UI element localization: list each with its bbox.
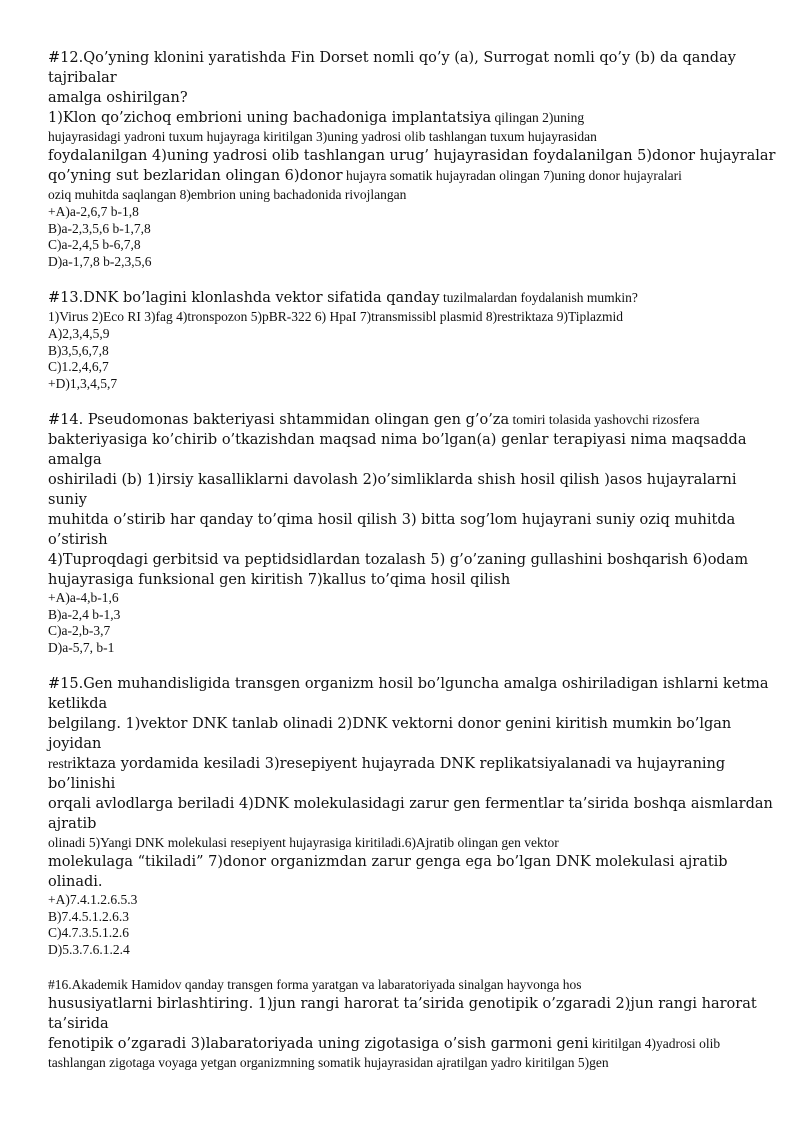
question-text-line: oziq muhitda saqlangan 8)embrion uning bachadonida rivojlangan	[48, 187, 407, 202]
question-text-line: hujayrasidagi yadroni tuxum hujayraga kiritilgan 3)uning yadrosi olib tashlangan tuxum hujayrasidan	[48, 129, 597, 144]
question-text-line: hususiyatlarni birlashtiring. 1)jun rangi harorat ta’sirida genotipik o’zgaradi 2)jun rangi harorat	[48, 996, 757, 1012]
question-text-line	[48, 1034, 760, 1054]
question-text-line: ajratib	[48, 816, 97, 832]
answer-option: D)a-5,7, b-1	[48, 639, 115, 655]
answer-option: D)5.3.7.6.1.2.4	[48, 941, 130, 957]
answer-option: B)a-2,3,5,6 b-1,7,8	[48, 220, 151, 236]
question-text-line: bo’linishi	[48, 776, 116, 792]
question-text-line: orqali avlodlarga beriladi 4)DNK molekulasidagi zarur gen fermentlar ta’sirida boshqa aismlardan	[48, 796, 773, 812]
text-run: iktaza yordamida kesiladi 3)resepiyent hujayrada DNK replikatsiyalanadi va hujayraning	[72, 756, 726, 772]
question-text-line: 1)Virus 2)Eco RI 3)fag 4)tronspozon 5)pBR-322 6) HpaI 7)transmissibl plasmid 8)restriktaza 9)Tiplazmid	[48, 309, 623, 324]
answer-option: C)a-2,b-3,7	[48, 623, 111, 638]
question-15	[48, 674, 773, 958]
answer-option: D)a-1,7,8 b-2,3,5,6	[48, 253, 152, 269]
question-text-line	[48, 166, 760, 186]
question-text-line: belgilang. 1)vektor DNK tanlab olinadi 2)DNK vektorni donor genini kiritish mumkin bo’lgan	[48, 716, 732, 732]
question-text-line: foydalanilgan 4)uning yadrosi olib tashlangan urug’ hujayrasidan foydalanilgan 5)donor hujayralar	[48, 148, 776, 164]
question-text-line: #16.Akademik Hamidov qanday transgen forma yaratgan va labaratoriyada sinalgan hayvonga hos	[48, 977, 582, 992]
text-run: kiritilgan 4)yadrosi olib	[588, 1036, 721, 1051]
question-text-line: amalga oshirilgan?	[48, 90, 188, 106]
text-run: tomiri tolasida yashovchi rizosfera	[509, 412, 700, 427]
question-text-line: #12.Qo’yning klonini yaratishda Fin Dorset nomli qo’y (a), Surrogat nomli qo’y (b) da qanday	[48, 50, 736, 66]
text-run: restr	[48, 756, 72, 771]
question-text-line: bakteriyasiga ko’chirib o’tkazishdan maqsad nima bo’lgan(a) genlar terapiyasi nima maqsadda	[48, 432, 747, 448]
text-run: fenotipik o’zgaradi 3)labaratoriyada uning zigotasiga o’sish garmoni geni	[48, 1036, 589, 1052]
text-run: #14. Pseudomonas bakteriyasi shtammidan olingan gen g’o’za	[48, 412, 510, 428]
question-text-line: joyidan	[48, 736, 102, 752]
text-run: qo’yning sut bezlaridan olingan 6)donor	[48, 168, 343, 184]
answer-option: C)a-2,4,5 b-6,7,8	[48, 237, 141, 252]
question-text-line	[48, 410, 760, 430]
answer-option: B)a-2,4 b-1,3	[48, 606, 121, 622]
question-12	[48, 48, 776, 270]
question-text-line: olinadi 5)Yangi DNK molekulasi resepiyent hujayrasiga kiritiladi.6)Ajratib olingan gen vektor	[48, 835, 559, 850]
question-text-line: 4)Tuproqdagi gerbitsid va peptidsidlardan tozalash 5) g’o’zaning gullashini boshqarish 6)odam	[48, 552, 749, 568]
text-run: 1)Klon qo’zichoq embrioni uning bachadoniga implantatsiya	[48, 110, 492, 126]
answer-option: B)3,5,6,7,8	[48, 342, 109, 358]
answer-option: +D)1,3,4,5,7	[48, 375, 118, 391]
question-text-line: muhitda o’stirib har qanday to’qima hosil qilish 3) bitta sog’lom hujayrani suniy oziq muhitda	[48, 512, 736, 528]
text-run: #13.DNK bo’lagini klonlashda vektor sifatida qanday	[48, 290, 440, 306]
question-14	[48, 410, 760, 656]
question-text-line: ketlikda	[48, 696, 108, 712]
answer-option: +A)a-4,b-1,6	[48, 590, 119, 605]
question-text-line: olinadi.	[48, 874, 103, 890]
answer-option: A)2,3,4,5,9	[48, 326, 110, 341]
question-text-line: tashlangan zigotaga voyaga yetgan organizmning somatik hujayrasidan ajratilgan yadro kiritilgan 5)gen	[48, 1055, 609, 1070]
text-run: qilingan 2)uning	[491, 110, 585, 125]
answer-option: C)1.2,4,6,7	[48, 359, 109, 374]
question-text-line: molekulaga “tikiladi” 7)donor organizmdan zarur genga ega bo’lgan DNK molekulasi ajratib	[48, 854, 728, 870]
question-13	[48, 288, 760, 392]
question-text-line: ta’sirida	[48, 1016, 109, 1032]
question-text-line: suniy	[48, 492, 87, 508]
question-text-line: oshiriladi (b) 1)irsiy kasalliklarni davolash 2)o’simliklarda shish hosil qilish )asos hujayralarni	[48, 472, 737, 488]
question-text-line	[48, 288, 760, 308]
question-text-line	[48, 108, 760, 128]
text-run: hujayra somatik hujayradan olingan 7)uning donor hujayralari	[342, 168, 682, 183]
question-text-line: o’stirish	[48, 532, 108, 548]
question-text-line: #15.Gen muhandisligida transgen organizm hosil bo’lguncha amalga oshiriladigan ishlarni ketma	[48, 676, 769, 692]
answer-option: B)7.4.5.1.2.6.3	[48, 908, 129, 924]
text-run: tuzilmalardan foydalanish mumkin?	[439, 290, 638, 305]
answer-option: +A)7.4.1.2.6.5.3	[48, 892, 138, 907]
answer-option: +A)a-2,6,7 b-1,8	[48, 204, 139, 219]
question-text-line	[48, 754, 760, 774]
answer-option: C)4.7.3.5.1.2.6	[48, 925, 129, 940]
question-text-line: amalga	[48, 452, 102, 468]
question-16	[48, 976, 760, 1072]
question-text-line: tajribalar	[48, 70, 117, 86]
question-text-line: hujayrasiga funksional gen kiritish 7)kallus to’qima hosil qilish	[48, 572, 511, 588]
